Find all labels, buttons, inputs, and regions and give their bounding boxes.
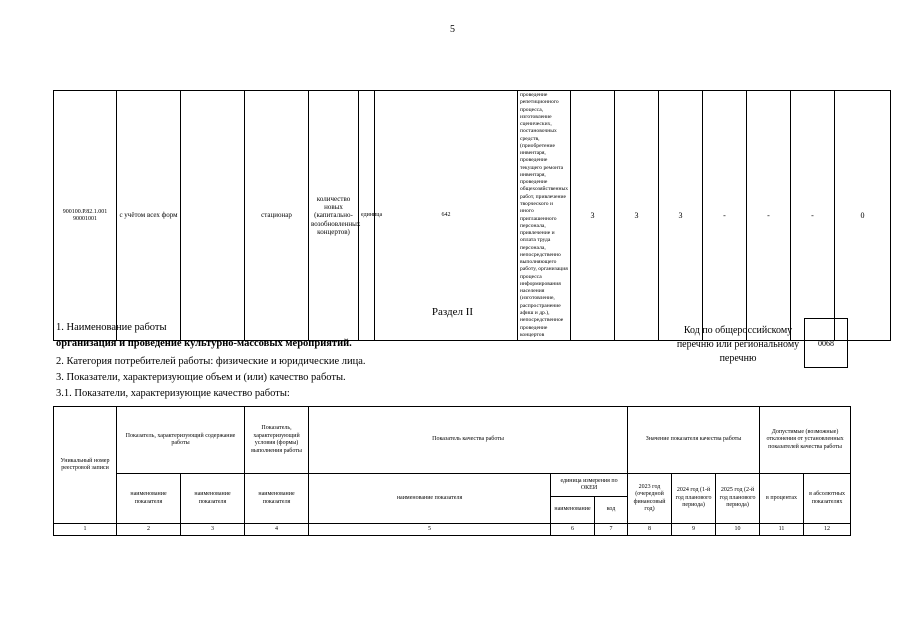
value-2024: 3 [615, 91, 659, 341]
okved-code-box: 0068 [804, 318, 848, 368]
registry-number: 900100.Р.82.1.001 90001001 [54, 91, 117, 341]
header-conditions: Показатель, характеризующий условия (формы) выполнения работы [245, 407, 309, 474]
header-percent: в процентах [760, 474, 804, 524]
column-number: 11 [760, 524, 804, 536]
section-title: Раздел II [431, 306, 474, 318]
header-indicator-name: наименование показателя [117, 474, 181, 524]
header-absolute: в абсолютных показателях [804, 474, 851, 524]
header-content: Показатель, характеризующий содержание работы [117, 407, 245, 474]
column-number: 12 [804, 524, 851, 536]
header-indicator-name: наименование показателя [245, 474, 309, 524]
column-number: 10 [716, 524, 760, 536]
unit-name: единица [359, 91, 375, 341]
header-indicator-name: наименование показателя [309, 474, 551, 524]
header-quality: Показатель качества работы [309, 407, 628, 474]
column-number: 2 [117, 524, 181, 536]
condition-indicator: стационар [245, 91, 309, 341]
okei-code: 642 [375, 91, 518, 341]
column-number: 3 [181, 524, 245, 536]
header-year-2024: 2024 год (1-й год планового периода) [672, 474, 716, 524]
consumer-category: 2. Категория потребителей работы: физические и юридические лица. [56, 356, 366, 367]
work-name: организация и проведение культурно-массовых мероприятий. [56, 338, 352, 349]
value-2025: 3 [659, 91, 703, 341]
column-number: 6 [551, 524, 595, 536]
page-number: 5 [450, 24, 455, 35]
quality-continuation-table [53, 90, 891, 341]
table-header-row [54, 407, 851, 474]
header-okei-unit: единица измерения по ОКЕИ [551, 474, 628, 497]
column-number: 7 [595, 524, 628, 536]
header-values: Значение показателя качества работы [628, 407, 760, 474]
work-name-label: 1. Наименование работы [56, 322, 167, 333]
deviation-percent: 0 [835, 91, 891, 341]
quality-indicators-heading: 3.1. Показатели, характеризующие качество работы: [56, 388, 290, 399]
header-registry: Уникальный номер реестровой записи [54, 407, 117, 524]
dash-cell: - [703, 91, 747, 341]
indicator-name: количество новых (капитально-возобновленных концертов) [309, 91, 359, 341]
indicators-heading: 3. Показатели, характеризующие объем и (или) качество работы. [56, 372, 346, 383]
dash-cell: - [791, 91, 835, 341]
content-indicator-1: с учётом всех форм [117, 91, 181, 341]
table-row [54, 91, 891, 341]
dash-cell: - [747, 91, 791, 341]
table-header-row [54, 474, 851, 497]
column-number: 8 [628, 524, 672, 536]
column-number: 4 [245, 524, 309, 536]
work-description: проведение репетиционного процесса, изготовление сценических, постановочных средств, (приобретение инвентаря, проведение текущего ремонта инвентаря, проведение общехозяйственных работ, привлечение творческого и иного приглашенного персонала, привлечение и оплата труда персонала, непосредственно выполняющего работу, организация процесса информирования населения (изготовление, распространение афиш и др.), непосредственное проведение концертов [518, 91, 571, 341]
okved-label: Код по общероссийскому перечню или региональному перечню [676, 325, 800, 364]
header-deviations: Допустимые (возможные) отклонения от установленных показателей качества работы [760, 407, 851, 474]
column-number-row [54, 524, 851, 536]
header-okei-name: наименование [551, 497, 595, 524]
column-number: 1 [54, 524, 117, 536]
quality-indicators-table [53, 406, 851, 536]
column-number: 9 [672, 524, 716, 536]
content-indicator-2 [181, 91, 245, 341]
header-okei-code: код [595, 497, 628, 524]
header-year-2025: 2025 год (2-й год планового периода) [716, 474, 760, 524]
header-indicator-name: наименование показателя [181, 474, 245, 524]
column-number: 5 [309, 524, 551, 536]
value-2023: 3 [571, 91, 615, 341]
header-year-2023: 2023 год (очередной финансовый год) [628, 474, 672, 524]
